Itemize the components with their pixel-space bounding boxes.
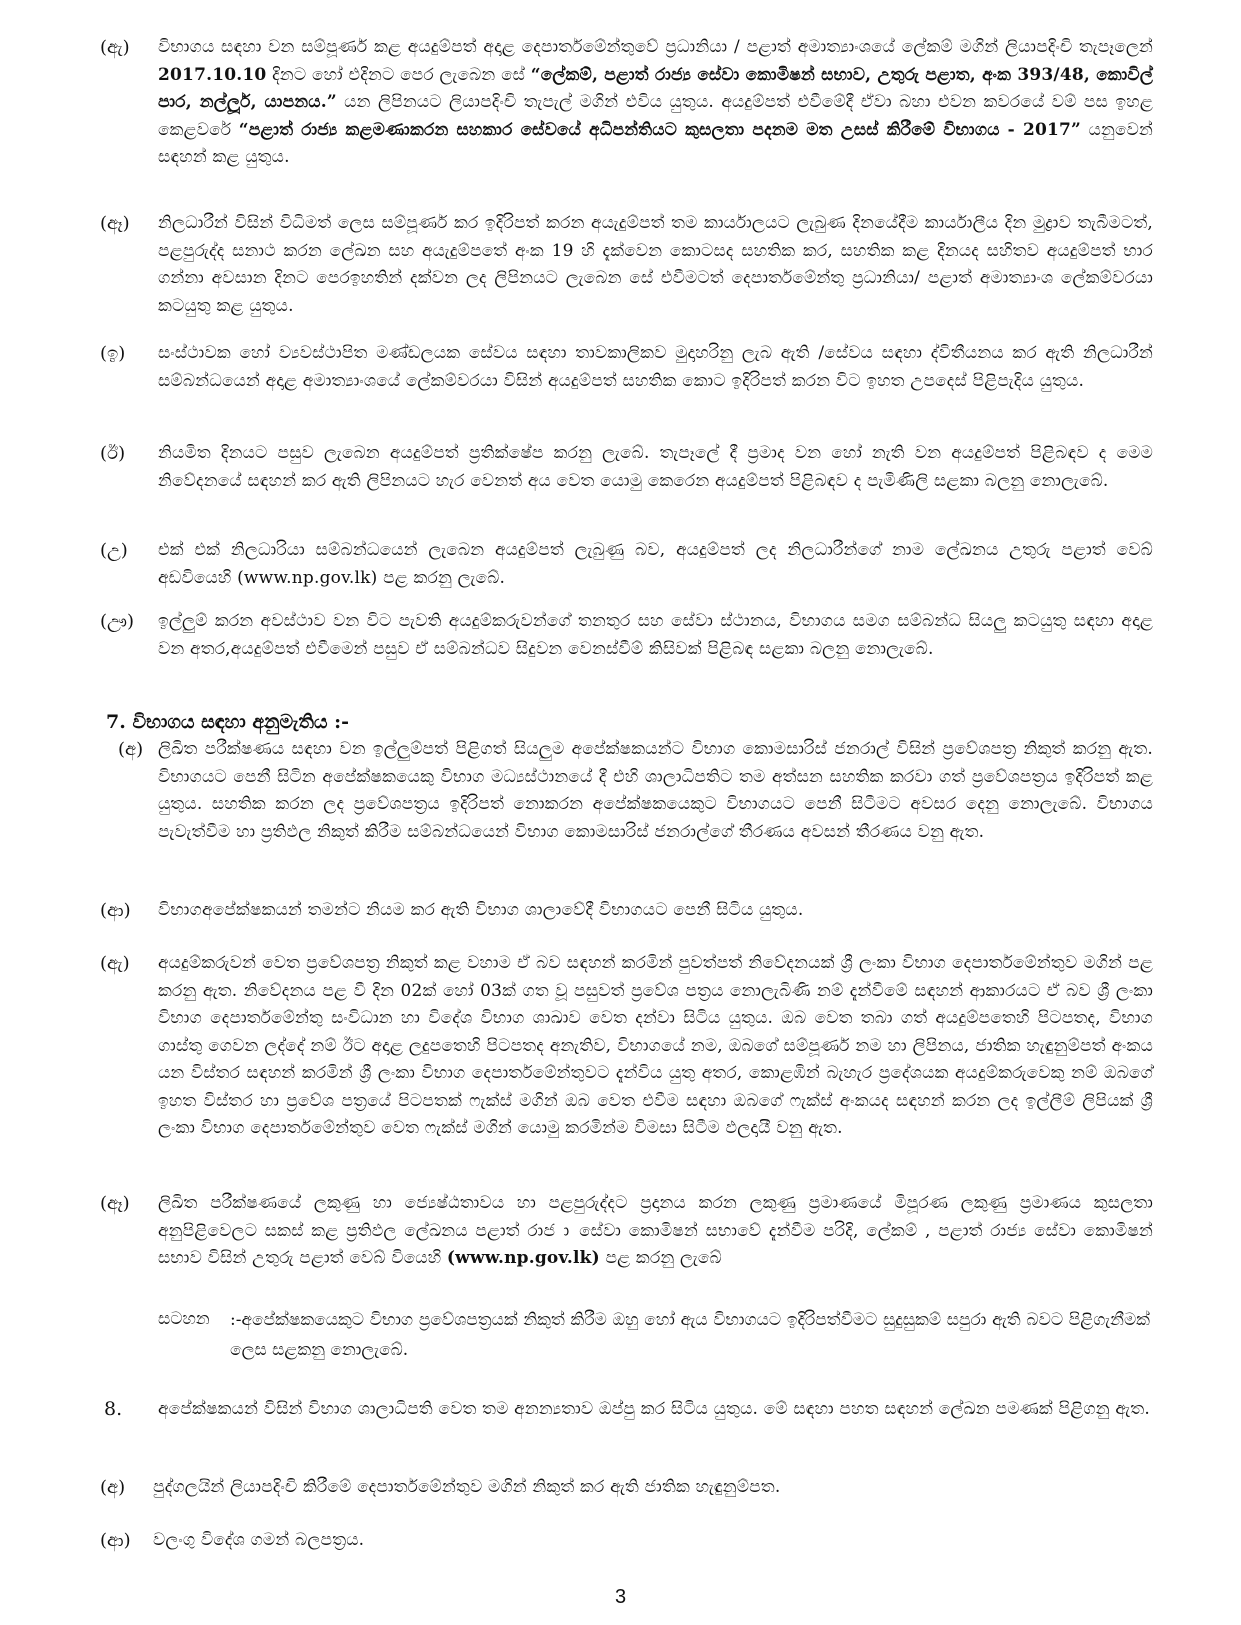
paragraph-text: ලිඛිත පරීක්ෂණයේ ලකුණු හා ජ්‍යෙෂ්ඨතාවය හා පළපුරුද්දට ප්‍රදානය කරන ලකුණු ප්‍රමාණයේ මිපූරණ ලකුණු ප්‍රමාණය කුසලතා අනුපිළිවෙලට සකස් කළ ප්‍රතිඵල ලේඛනය පළාත් රාජ ා සේවා කොමිෂන් සභාවේ දැන්වීම පරිදි, ලේකම් , පළාත් රාජ්‍ය සේවා කොමිෂන් සභාව විසින් උතුරු පළාත් වෙබ් වියෙහි (www.np.gov.lk) පළ කරනු ලැබේ <box>158 1193 1153 1268</box>
paragraph-text: අපේක්ෂකයන් විසින් විභාග ශාලාධිපති වෙත තම අනන්‍යතාව ඔප්පු කර සිටිය යුතුය. මේ සඳහා පහත සඳහන් ලේඛන පමණක් පිළිගනු ඇත. <box>158 1399 1150 1419</box>
paragraph-text: සංස්ථාවක හෝ ව්‍යවස්ථාපිත මණ්ඩලයක සේවය සඳහා තාවකාලිකව මුදාහරිනු ලැබ ඇති /සේවය සඳහා ද්විතීයනය කර ඇති නිලධාරීන් සම්බන්ධයෙන් අදාළ අමාත්‍යාංශයේ ලේකම්වරයා විසින් අයදුම්පත් සහතික කොට ඉදිරිපත් කරන විට ඉහත උපදෙස් පිළිපැදිය යුතුය. <box>158 343 1153 391</box>
item-label: (ආ) <box>100 1530 131 1551</box>
paragraph-text: ලිඛිත පරීක්ෂණය සඳහා වන ඉල්ලුම්පත් පිළිගත් සියලුම අපේක්ෂකයන්ට විභාග කොමසාරිස් ජනරාල් විසින් ප්‍රවේශපත්‍ර නිකුත් කරනු ඇත. විභාගයට පෙනී සිටින අපේක්ෂකයෙකු විභාග මධ්‍යස්ථානයේ දී එහි ශාලාධිපතිට තම අත්සන සහතික කරවා ගත් ප්‍රවේශපත්‍රය ඉදිරිපත් කළ යුතුය. සහතික කරන ලද ප්‍රවේශපත්‍රය ඉදිරිපත් නොකරන අපේක්ෂකයෙකුට විභාගයට පෙනී සිටීමට අවසර දෙනු නොලැබේ. විභාගය පැවැත්වීම හා ප්‍රතිඵල නිකුත් කිරීම සම්බන්ධයෙන් විභාග කොමසාරිස් ජනරාල්ගේ තීරණය අවසන් තීරණය වනු ඇත. <box>158 739 1153 842</box>
item-label: (ඌ) <box>100 611 135 632</box>
item-label: (ආ) <box>100 900 131 921</box>
paragraph-text: අයදුම්කරුවන් වෙත ප්‍රවේශපත්‍ර නිකුත් කළ වහාම ඒ බව සඳහන් කරමින් පුවත්පත් නිවේදනයක් ශ්‍රී ලංකා විභාග දෙපාර්තමේන්තුව මගින් පළ කරනු ඇත. නිවේදනය පළ වී දින 02ක් හෝ 03ක් ගත වූ පසුවත් ප්‍රවේශ පත්‍රය නොලැබිණි නම් දැන්වීමේ සඳහන් ආකාරයට ඒ බව ශ්‍රී ලංකා විභාග දෙපාර්තමේන්තු සංවිධාන හා විදේශ විභාග ශාඛාව වෙත දන්වා සිටිය යුතුය. ඔබ වෙත තබා ගත් අයදුම්පතෙහි පිටපතද, විභාග ගාස්තු ගෙවන ලද්දේ නම් ඊට අදාළ ලදුපතෙහි පිටපතද අනැතිව, විභාගයේ නම, ඔබගේ සම්පූර්ණ නම හා ලිපිනය, ජාතික හැඳුනුම්පත් අංකය යන විස්තර සඳහන් කරමින් ශ්‍රී ලංකා විභාග දෙපාර්තමේන්තුවට දැන්විය යුතු අතර, කොළඹින් බැහැර ප්‍රදේශයක අයදුම්කරුවෙකු නම් ඔබගේ ඉහත විස්තර හා ප්‍රවේශ පත්‍රයේ පිටපතක් ෆැක්ස් මගින් ඔබ වෙත එවීම සඳහා ඔබගේ ෆැක්ස් අංකයද සඳහන් කරන ලද ඉල්ලීම් ලිපියක් ශ්‍රී ලංකා විභාග දෙපාර්තමේන්තුව වෙත ෆැක්ස් මගින් යොමු කරමින්ම විමසා සිටීම ඵලදායී වනු ඇත. <box>158 953 1153 1138</box>
item-label: (උ) <box>100 540 128 561</box>
section-heading: 7. විභාගය සඳහා අනුමැතිය :- <box>106 711 350 733</box>
paragraph-text: එක් එක් නිලධාරියා සම්බන්ධයෙන් ලැබෙන අයදුම්පත් ලැබුණු බව, අයදුම්පත් ලද නිලධාරීන්ගේ නාම ලේඛනය උතුරු පළාත් වෙබ් අඩවියෙහි (www.np.gov.lk) පළ කරනු ලැබේ. <box>158 540 1153 588</box>
item-label: (අ) <box>100 1477 126 1498</box>
paragraph-text: පුද්ගලයින් ලියාපදිංචි කිරීමේ දෙපාර්තමේන්තුව මගින් නිකුත් කර ඇති ජාතික හැඳුනුම්පත. <box>153 1477 781 1497</box>
note-label: සටහන <box>158 1309 210 1329</box>
section-number: 8. <box>104 1398 123 1420</box>
item-label: (ඉ) <box>100 343 126 364</box>
website-link: (www.np.gov.lk) <box>446 1248 600 1268</box>
item-label: (ඈ) <box>100 1193 130 1214</box>
paragraph-text: ඉල්ලුම් කරන අවස්ථාව වන විට පැවති අයදුම්කරුවන්ගේ තනතුර සහ සේවා ස්ථානය, විභාගය සමග සම්බන්ධ සියලු කටයුතු සඳහා අදාළ වන අතර,අයදුම්පත් එවීමෙන් පසුව ඒ සම්බන්ධව සිදුවන වෙනස්වීම් කිසිවක් පිළිබඳ සළකා බලනු නොලැබේ. <box>158 611 1153 659</box>
item-label: (ඇ) <box>100 953 130 974</box>
paragraph-text: වලංගු විදේශ ගමන් බලපත්‍රය. <box>153 1530 365 1550</box>
paragraph-text: නිලධාරීන් විසින් විධිමත් ලෙස සම්පූර්ණ කර ඉදිරිපත් කරන අයැදුම්පත් තම කාර්යාලයට ලැබුණ දිනයේදීම කාර්යාලීය දින මුද්‍රාව තැබීමටත්, පළපුරුද්ද සනාථ කරන ලේඛන සහ අයැදුම්පතේ අංක 19 හි දැක්වෙන කොටසද සහතික කර, සහතික කළ දිනයද සහිතව අයදුම්පත් භාර ගන්නා අවසාන දිනට පෙරඉහතින් දක්වන ලද ලිපිනයට ලැබෙන සේ එවීමටත් දෙපාර්තමේන්තු ප්‍රධානියා/ පළාත් අමාත්‍යාංශ ලේකම්වරයා කටයුතු කළ යුතුය. <box>158 213 1153 316</box>
paragraph-text: විභාගය සඳහා වන සම්පූර්ණ කළ අයදුම්පත් අදාළ දෙපාර්තමේන්තුවේ ප්‍රධානියා / පළාත් අමාත්‍යාංශයේ ලේකම් මගින් ලියාපදිංචි තැපෑලෙන් 2017.10.10 දිනට හෝ එදිනට පෙර ලැබෙන සේ “ලේකම්, පළාත් රාජ්‍ය සේවා කොමිෂන් සභාව, උතුරු පළාත, අංක 393/48, කොවිල් පාර, නල්ලූර්, යාපනය.” යන ලිපිනයට ලියාපදිංචි තැපැල් මගින් එවිය යුතුය. අයදුම්පත් එවීමේදී ඒවා බහා එවන කවරයේ වම් පස ඉහළ කෙළවරේ “පළාත් රාජ්‍ය කළමණාකරන සහකාර සේවයේ අධිපන්තියට කුසලතා පදනම මත උසස් කිරීමේ විභාගය - 2017” යනුවෙන් සඳහන් කළ යුතුය. <box>158 37 1154 167</box>
item-label: (ඇ) <box>100 37 130 58</box>
page-number: 3 <box>614 1586 627 1608</box>
paragraph-text: විභාගඅපේක්ෂකයන් තමන්ට නියම කර ඇති විභාග ශාලාවේදී විභාගයට පෙනී සිටිය යුතුය. <box>158 900 804 920</box>
paragraph-text: නියමිත දිනයට පසුව ලැබෙන අයදුම්පත් ප්‍රතික්ෂේප කරනු ලැබේ. තැපෑලේ දී ප්‍රමාද වන හෝ නැති වන අයදුම්පත් පිළිබඳව ද මෙම නිවේදනයේ සඳහන් කර ඇති ලිපිනයට හැර වෙනත් අය වෙත යොමු කෙරෙන අයදුම්පත් පිළිබඳව ද පැමිණිලි සළකා බලනු නොලැබේ. <box>158 443 1153 491</box>
item-label: (ඊ) <box>100 443 126 464</box>
item-label: (ඈ) <box>100 213 130 234</box>
note-text: :-අපේක්ෂකයෙකුට විභාග ප්‍රවේශපත්‍රයක් නිකුත් කිරීම ඔහු හෝ ඇය විභාගයට ඉදිරිපත්වීමට සුදුසුකම් සපුරා ඇති බවට පිළිගැනීමක් ලෙස සළකනු නොලැබේ. <box>230 1310 1150 1360</box>
item-label: (අ) <box>118 739 144 760</box>
